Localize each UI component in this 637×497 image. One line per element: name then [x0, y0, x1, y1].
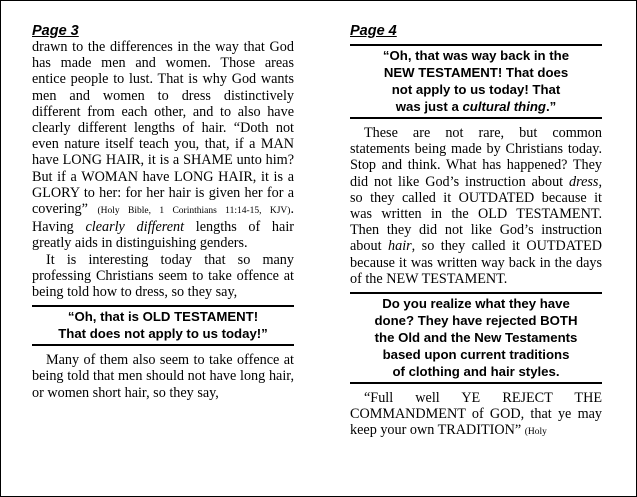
scripture-citation: (Holy — [524, 427, 547, 438]
page-4-callout-1: “Oh, that was way back in the NEW TESTAMENT! That does not apply to us today! That was just a cultural thing.” — [350, 44, 602, 119]
page-4-paragraph-1: These are not rare, but common statements being made by Christians today. Stop and think. What has happened? They did not like God’s instruction about dress, so they called it OUTDATED because it was written in the OLD TESTAMENT. Then they did not like God’s instruction about hair, so they called it OUTDATED because it was written way back in the days of the NEW TESTAMENT. — [350, 125, 602, 287]
page-3-column — [32, 23, 294, 401]
page-4-callout-2: Do you realize what they have done? They have rejected BOTH the Old and the New Testaments based upon current traditions of clothing and hair styles. — [350, 292, 602, 384]
page-3-body — [32, 39, 294, 300]
page-3-paragraph-2: It is interesting today that so many professing Christians seem to take offence at being told how to dress, so they say, — [32, 251, 294, 301]
page-3-heading: Page 3 — [32, 23, 79, 39]
page-3-paragraph-1: drawn to the differences in the way that God has made men and women. Those areas entice people to lust. That is why God wants men and women to dress distinctively different from each other, and to also have clearly different lengths of hair. “Doth not even nature itself teach you, that, if a MAN have LONG HAIR, it is a SHAME unto him? But if a WOMAN have LONG HAIR, it is a GLORY to her: for her hair is given her for a covering” (Holy Bible, 1 Corinthians 11:14-15, KJV). Having clearly different lengths of hair greatly aids in distinguishing genders. — [32, 39, 295, 252]
scripture-citation: (Holy Bible, 1 Corinthians 11:14-15, KJV) — [97, 206, 291, 217]
page-3-callout: “Oh, that is OLD TESTAMENT! That does not apply to us today!” — [32, 305, 294, 346]
page-4-column — [350, 23, 602, 441]
page-4-heading: Page 4 — [350, 23, 397, 39]
page-3-paragraph-3: Many of them also seem to take offence at being told that men should not have long hair, or women short hair, so they say, — [32, 352, 294, 401]
page-4-paragraph-2: “Full well YE REJECT THE COMMANDMENT of GOD, that ye may keep your own TRADITION” (Holy — [350, 390, 602, 439]
